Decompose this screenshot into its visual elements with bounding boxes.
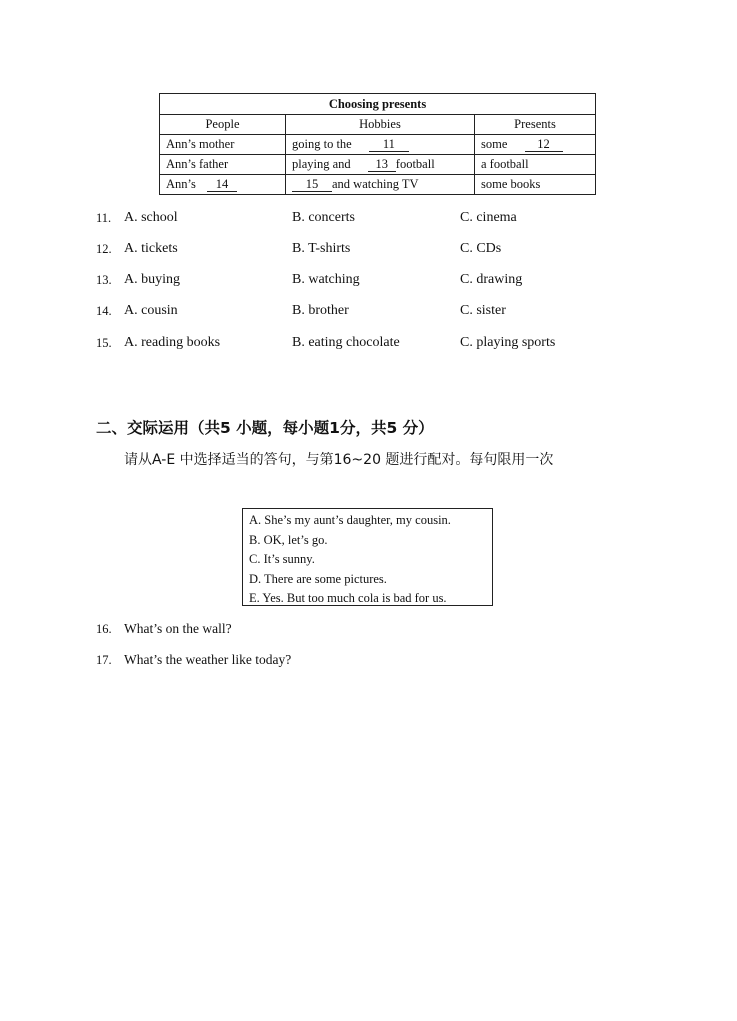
section-heading: 二、交际运用（共5 小题，每小题1分，共5 分） xyxy=(96,419,434,437)
hobby-text: playing and xyxy=(292,157,351,171)
option-a: A. tickets xyxy=(124,241,178,256)
hobby-text-after: football xyxy=(395,157,435,171)
table-row xyxy=(160,155,596,175)
option-b: B. watching xyxy=(292,272,360,287)
question-text: What’s on the wall? xyxy=(124,621,232,636)
answer-choices-box xyxy=(242,508,493,606)
option-c: C. playing sports xyxy=(460,335,556,350)
section-instruction: 请从A-E 中选择适当的答句，与第16~20 题进行配对。每句限用一次 xyxy=(124,452,554,468)
option-c: C. sister xyxy=(460,303,506,318)
question-number: 16. xyxy=(96,622,112,636)
answer-choice: C. It’s sunny. xyxy=(249,552,315,566)
option-b: B. concerts xyxy=(292,210,355,225)
hobby-text-after: and watching TV xyxy=(332,177,419,191)
option-a: A. school xyxy=(124,210,178,225)
answer-choice: A. She’s my aunt’s daughter, my cousin. xyxy=(249,513,451,527)
blank-15: 15 xyxy=(292,177,332,192)
cell-hobby xyxy=(286,135,475,155)
table-title: Choosing presents xyxy=(160,94,596,115)
blank-14: 14 xyxy=(207,177,237,192)
cell-present: a football xyxy=(475,155,596,175)
blank-13: 13 xyxy=(368,157,396,172)
header-presents: Presents xyxy=(475,115,596,135)
cell-present: some books xyxy=(475,175,596,195)
cell-person: Ann’s mother xyxy=(160,135,286,155)
presents-table xyxy=(159,93,596,195)
table-header-row xyxy=(160,115,596,135)
hobby-text: going to the xyxy=(292,137,352,151)
blank-12: 12 xyxy=(525,137,563,152)
answer-choice: E. Yes. But too much cola is bad for us. xyxy=(249,591,447,605)
question-text: What’s the weather like today? xyxy=(124,652,292,667)
option-b: B. T-shirts xyxy=(292,241,351,256)
cell-present xyxy=(475,135,596,155)
option-c: C. cinema xyxy=(460,210,517,225)
table-row xyxy=(160,175,596,195)
cell-hobby xyxy=(286,175,475,195)
blank-11: 11 xyxy=(369,137,409,152)
answer-choice: D. There are some pictures. xyxy=(249,571,387,586)
cell-hobby xyxy=(286,155,475,175)
question-number: 13. xyxy=(96,273,112,287)
option-a: A. buying xyxy=(124,272,180,287)
option-b: B. eating chocolate xyxy=(292,335,400,350)
cell-person: Ann’s father xyxy=(160,155,286,175)
question-number: 12. xyxy=(96,242,112,256)
answer-choice: B. OK, let’s go. xyxy=(249,532,328,547)
option-c: C. drawing xyxy=(460,272,523,287)
cell-person xyxy=(160,175,286,195)
question-number: 15. xyxy=(96,336,112,350)
option-b: B. brother xyxy=(292,303,349,318)
present-text: some xyxy=(481,137,508,151)
option-a: A. cousin xyxy=(124,303,178,318)
option-a: A. reading books xyxy=(124,335,221,350)
person-text: Ann’s xyxy=(166,177,196,191)
question-number: 11. xyxy=(96,211,112,225)
header-hobbies: Hobbies xyxy=(286,115,475,135)
table-row xyxy=(160,135,596,155)
question-number: 14. xyxy=(96,304,112,318)
option-c: C. CDs xyxy=(460,241,502,256)
header-people: People xyxy=(160,115,286,135)
question-number: 17. xyxy=(96,653,112,667)
